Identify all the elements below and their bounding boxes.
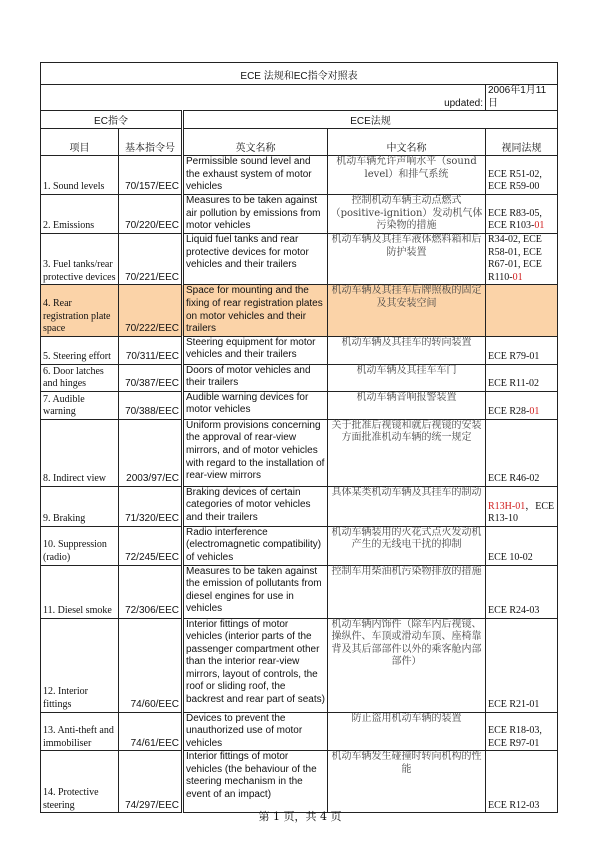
equivalent-regulation-cell [486, 194, 558, 233]
directive-cell: 70/220/EEC [119, 194, 183, 233]
table-row [41, 364, 558, 391]
english-name-cell: Radio interference (electromagnetic compatibility) of vehicles [183, 526, 328, 565]
directive-cell: 2003/97/EC [119, 419, 183, 486]
group-header-ec: EC指令 [41, 111, 183, 129]
column-header-ref: 视同法规 [486, 129, 558, 156]
chinese-name-cell: 机动车辆音响报警装置 [328, 391, 486, 419]
english-name-cell: Doors of motor vehicles and their trailers [183, 364, 328, 391]
table-row [41, 233, 558, 284]
table-row [41, 419, 558, 486]
regulation-text: ECE R51-02, ECE R59-00 [488, 168, 542, 193]
updated-date: 2006年1月11日 [486, 85, 558, 111]
directive-cell: 72/245/EEC [119, 526, 183, 565]
chinese-name-cell: 机动车辆发生碰撞时转向机构的性能 [328, 751, 486, 813]
item-cell: 9. Braking [41, 486, 119, 526]
item-cell: 14. Protective steering [41, 751, 119, 813]
equivalent-regulation-cell [486, 419, 558, 486]
equivalent-regulation-cell [486, 486, 558, 526]
equivalent-regulation-cell [486, 751, 558, 813]
column-header-chinese: 中文名称 [328, 129, 486, 156]
table-row [41, 751, 558, 813]
regulation-text: 01 [512, 271, 523, 283]
directive-cell: 72/306/EEC [119, 565, 183, 618]
regulation-text: R34-02, ECE R58-01, ECE R67-01, ECE R110- [488, 233, 542, 283]
equivalent-regulation-cell [486, 391, 558, 419]
chinese-name-cell: 机动车辆及其挂车后牌照板的固定及其安装空间 [328, 285, 486, 336]
equivalent-regulation-cell [486, 233, 558, 284]
table-row [41, 712, 558, 751]
item-cell: 7. Audible warning [41, 391, 119, 419]
chinese-name-cell: 控制车用柴油机污染物排放的措施 [328, 565, 486, 618]
directive-cell: 70/387/EEC [119, 364, 183, 391]
english-name-cell: Interior fittings of motor vehicles (the behaviour of the steering mechanism in the event of an impact) [183, 751, 328, 813]
equivalent-regulation-cell [486, 565, 558, 618]
item-cell: 3. Fuel tanks/rear protective devices [41, 233, 119, 284]
regulation-text: ，ECE R13-10 [488, 500, 555, 525]
regulation-text: ECE R79-01 [488, 351, 540, 363]
regulation-text: ECE R28- [488, 406, 530, 418]
english-name-cell: Audible warning devices for motor vehicles [183, 391, 328, 419]
chinese-name-cell: 机动车辆装用的火花式点火发动机产生的无线电干扰的抑制 [328, 526, 486, 565]
equivalent-regulation-cell [486, 364, 558, 391]
table-row [41, 156, 558, 195]
english-name-cell: Uniform provisions concerning the approval of rear-view mirrors, and of motor vehicles with regard to the installation of rear-view mirrors [183, 419, 328, 486]
chinese-name-cell: 具体某类机动车辆及其挂车的制动 [328, 486, 486, 526]
directive-cell: 74/61/EEC [119, 712, 183, 751]
chinese-name-cell: 防止盗用机动车辆的装置 [328, 712, 486, 751]
comparison-table [40, 62, 558, 813]
table-row [41, 391, 558, 419]
equivalent-regulation-cell [486, 156, 558, 195]
item-cell: 11. Diesel smoke [41, 565, 119, 618]
directive-cell: 70/157/EEC [119, 156, 183, 195]
equivalent-regulation-cell [486, 285, 558, 336]
item-cell: 13. Anti-theft and immobiliser [41, 712, 119, 751]
table-row [41, 336, 558, 364]
column-header-item: 项目 [41, 129, 119, 156]
regulation-text: ECE R83-05, ECE R103- [488, 207, 542, 232]
chinese-name-cell: 机动车辆及其挂车车门 [328, 364, 486, 391]
english-name-cell: Measures to be taken against the emission of pollutants from diesel engines for use in vehicles [183, 565, 328, 618]
table-row [41, 526, 558, 565]
table-row [41, 618, 558, 712]
directive-cell: 74/60/EEC [119, 618, 183, 712]
page-footer: 第 1 页，共 4 页 [258, 810, 342, 823]
directive-cell: 71/320/EEC [119, 486, 183, 526]
english-name-cell: Liquid fuel tanks and rear protective devices for motor vehicles and their trailers [183, 233, 328, 284]
item-cell: 4. Rear registration plate space [41, 285, 119, 336]
regulation-text: R13H-01 [488, 500, 526, 512]
english-name-cell: Interior fittings of motor vehicles (interior parts of the passenger compartment other than the interior rear-view mirrors, layout of controls, the roof or sliding roof, the backrest and rear part of seats) [183, 618, 328, 712]
regulation-text: 01 [529, 406, 540, 418]
regulation-text: ECE 10-02 [488, 551, 533, 563]
equivalent-regulation-cell [486, 526, 558, 565]
column-header-english: 英文名称 [183, 129, 328, 156]
item-cell: 1. Sound levels [41, 156, 119, 195]
directive-cell: 70/222/EEC [119, 285, 183, 336]
equivalent-regulation-cell [486, 336, 558, 364]
item-cell: 10. Suppression (radio) [41, 526, 119, 565]
directive-cell: 74/297/EEC [119, 751, 183, 813]
chinese-name-cell: 机动车辆内饰件（除车内后视镜、操纵件、车顶或滑动车顶、座椅靠背及其后部部件以外的乘客舱内部部件） [328, 618, 486, 712]
english-name-cell: Permissible sound level and the exhaust system of motor vehicles [183, 156, 328, 195]
equivalent-regulation-cell [486, 712, 558, 751]
group-header-ece: ECE法规 [183, 111, 558, 129]
chinese-name-cell: 机动车辆及其挂车液体燃料箱和后防护装置 [328, 233, 486, 284]
regulation-text: ECE R11-02 [488, 378, 540, 390]
regulation-text: ECE R18-03, ECE R97-01 [488, 725, 542, 749]
item-cell: 5. Steering effort [41, 336, 119, 364]
item-cell: 2. Emissions [41, 194, 119, 233]
item-cell: 6. Door latches and hinges [41, 364, 119, 391]
table-row [41, 565, 558, 618]
chinese-name-cell: 机动车辆允许声响水平（sound level）和排气系统 [328, 156, 486, 195]
regulation-text: ECE R24-03 [488, 604, 540, 616]
english-name-cell: Measures to be taken against air pollution by emissions from motor vehicles [183, 194, 328, 233]
directive-cell: 70/221/EEC [119, 233, 183, 284]
item-cell: 12. Interior fittings [41, 618, 119, 712]
table-row [41, 486, 558, 526]
regulation-text: ECE R21-01 [488, 698, 540, 710]
updated-label: updated: [41, 85, 486, 111]
directive-cell: 70/388/EEC [119, 391, 183, 419]
regulation-text: ECE R46-02 [488, 473, 540, 485]
chinese-name-cell: 关于批准后视镜和就后视镜的安装方面批准机动车辆的统一规定 [328, 419, 486, 486]
page-title: ECE 法规和EC指令对照表 [41, 63, 558, 85]
regulation-text: 01 [534, 220, 545, 232]
table-row [41, 285, 558, 336]
english-name-cell: Braking devices of certain categories of motor vehicles and their trailers [183, 486, 328, 526]
directive-cell: 70/311/EEC [119, 336, 183, 364]
table-row [41, 194, 558, 233]
chinese-name-cell: 控制机动车辆主动点燃式（positive-ignition）发动机气体污染物的措施 [328, 194, 486, 233]
regulation-text: ECE R12-03 [488, 799, 540, 811]
equivalent-regulation-cell [486, 618, 558, 712]
chinese-name-cell: 机动车辆及其挂车的转向装置 [328, 336, 486, 364]
english-name-cell: Space for mounting and the fixing of rear registration plates on motor vehicles and their trailers [183, 285, 328, 336]
item-cell: 8. Indirect view [41, 419, 119, 486]
column-header-directive: 基本指令号 [119, 129, 183, 156]
english-name-cell: Steering equipment for motor vehicles and their trailers [183, 336, 328, 364]
english-name-cell: Devices to prevent the unauthorized use of motor vehicles [183, 712, 328, 751]
